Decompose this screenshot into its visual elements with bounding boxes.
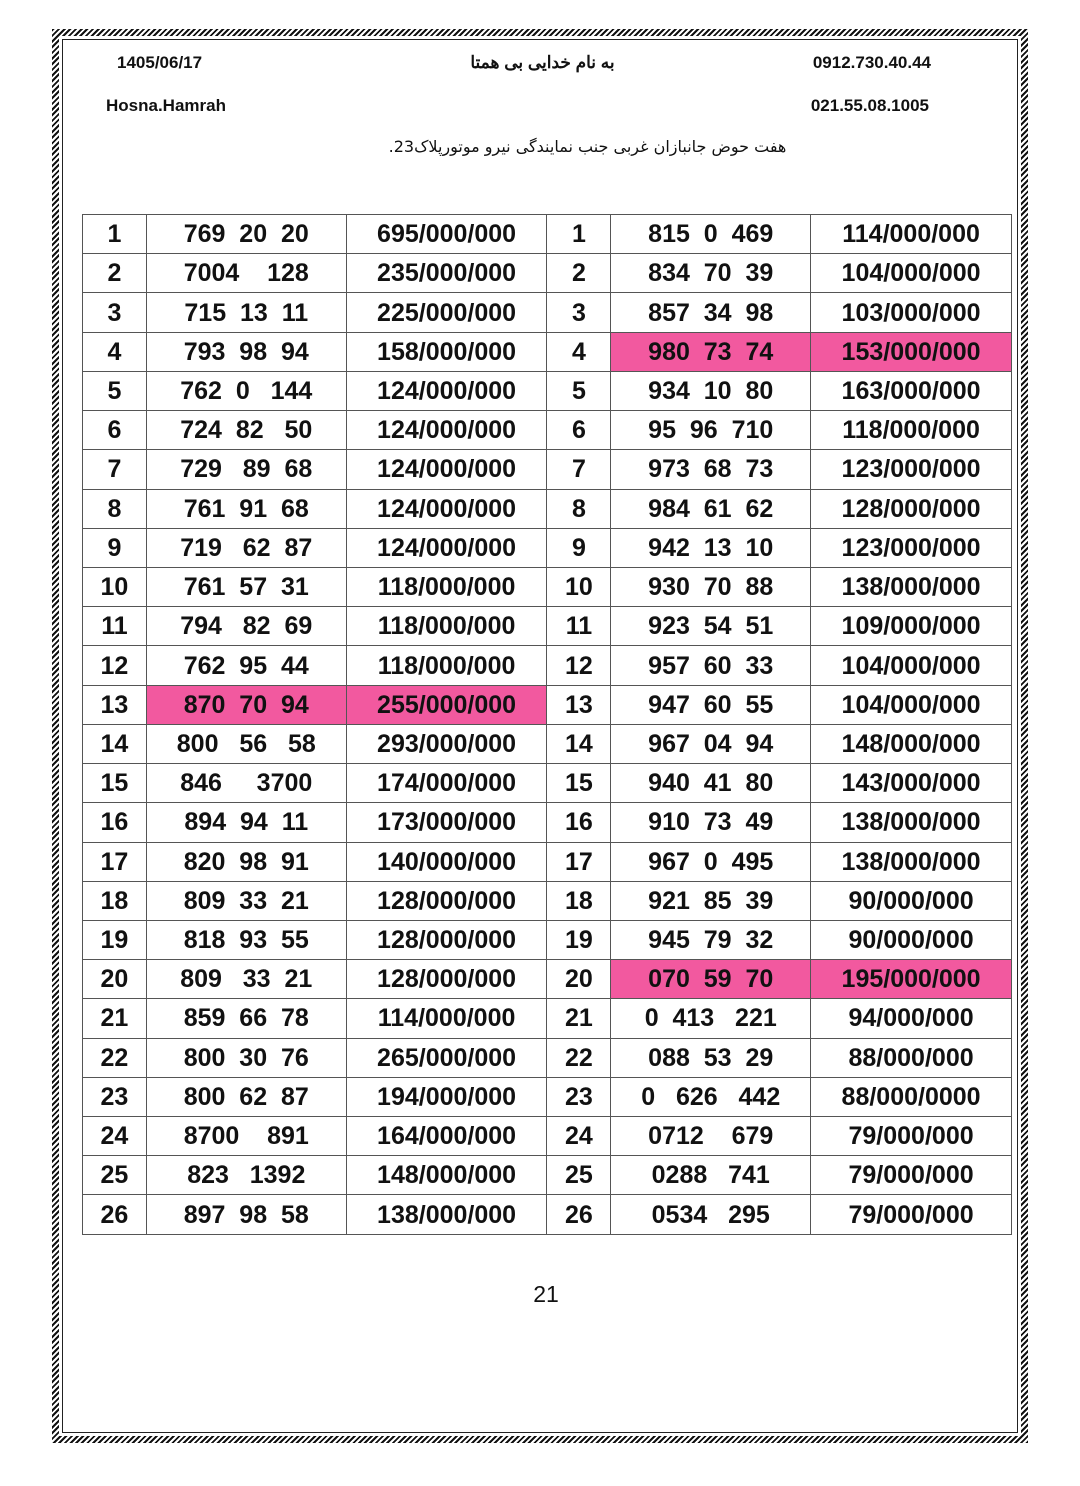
row-index-left: 25 — [83, 1156, 147, 1195]
table-row — [83, 1117, 1012, 1156]
price-left: 235/000/000 — [346, 254, 547, 293]
header-landline-phone: 021.55.08.1005 — [810, 96, 929, 115]
plate-number-left: 729 89 68 — [146, 450, 346, 489]
price-right: 195/000/000 — [811, 960, 1012, 999]
table-row — [83, 1038, 1012, 1077]
row-index-left: 6 — [83, 411, 147, 450]
row-index-right: 20 — [547, 960, 611, 999]
table-row — [83, 1156, 1012, 1195]
price-right: 79/000/000 — [811, 1117, 1012, 1156]
price-left: 225/000/000 — [346, 293, 547, 332]
row-index-right: 2 — [547, 254, 611, 293]
plate-number-right: 957 60 33 — [611, 646, 811, 685]
plate-number-left: 800 62 87 — [146, 1077, 346, 1116]
header-address: هفت حوض جانبازان غربی جنب نمایندگی نیرو موتورپلاک23. — [388, 137, 787, 156]
price-left: 124/000/000 — [346, 450, 547, 489]
price-left: 118/000/000 — [346, 567, 547, 606]
plate-number-right: 910 73 49 — [611, 803, 811, 842]
price-left: 124/000/000 — [346, 371, 547, 410]
price-left: 140/000/000 — [346, 842, 547, 881]
table-row — [83, 411, 1012, 450]
price-right: 94/000/000 — [811, 999, 1012, 1038]
row-index-left: 22 — [83, 1038, 147, 1077]
plate-number-left: 809 33 21 — [146, 881, 346, 920]
price-right: 104/000/000 — [811, 254, 1012, 293]
table-row — [83, 764, 1012, 803]
plate-number-left: 800 56 58 — [146, 724, 346, 763]
row-index-right: 9 — [547, 528, 611, 567]
row-index-right: 4 — [547, 332, 611, 371]
price-right: 138/000/000 — [811, 842, 1012, 881]
plate-number-left: 859 66 78 — [146, 999, 346, 1038]
row-index-left: 26 — [83, 1195, 147, 1234]
plate-number-left: 818 93 55 — [146, 920, 346, 959]
header-date: 1405/06/17 — [117, 53, 203, 72]
row-index-left: 11 — [83, 607, 147, 646]
row-index-left: 5 — [83, 371, 147, 410]
row-index-left: 8 — [83, 489, 147, 528]
plate-number-left: 724 82 50 — [146, 411, 346, 450]
row-index-left: 7 — [83, 450, 147, 489]
price-right: 90/000/000 — [811, 920, 1012, 959]
plate-number-right: 0 626 442 — [611, 1077, 811, 1116]
price-left: 118/000/000 — [346, 646, 547, 685]
row-index-left: 17 — [83, 842, 147, 881]
plate-number-left: 762 95 44 — [146, 646, 346, 685]
price-left: 128/000/000 — [346, 920, 547, 959]
table-row — [83, 724, 1012, 763]
row-index-right: 12 — [547, 646, 611, 685]
row-index-left: 4 — [83, 332, 147, 371]
plate-number-right: 980 73 74 — [611, 332, 811, 371]
plate-number-left: 769 20 20 — [146, 215, 346, 254]
table-row — [83, 803, 1012, 842]
plate-number-right: 940 41 80 — [611, 764, 811, 803]
row-index-right: 25 — [547, 1156, 611, 1195]
row-index-left: 21 — [83, 999, 147, 1038]
plate-number-left: 794 82 69 — [146, 607, 346, 646]
table-row — [83, 528, 1012, 567]
row-index-left: 15 — [83, 764, 147, 803]
row-index-right: 21 — [547, 999, 611, 1038]
plate-number-right: 984 61 62 — [611, 489, 811, 528]
price-left: 118/000/000 — [346, 607, 547, 646]
row-index-right: 1 — [547, 215, 611, 254]
row-index-left: 16 — [83, 803, 147, 842]
price-left: 255/000/000 — [346, 685, 547, 724]
plate-number-right: 834 70 39 — [611, 254, 811, 293]
plate-number-left: 761 57 31 — [146, 567, 346, 606]
plate-number-left: 715 13 11 — [146, 293, 346, 332]
header-agent-name: Hosna.Hamrah — [106, 96, 226, 115]
price-left: 148/000/000 — [346, 1156, 547, 1195]
table-row — [83, 567, 1012, 606]
plates-price-table — [82, 214, 1012, 1235]
table-row — [83, 1077, 1012, 1116]
plate-number-left: 800 30 76 — [146, 1038, 346, 1077]
plate-number-left: 870 70 94 — [146, 685, 346, 724]
price-right: 88/000/0000 — [811, 1077, 1012, 1116]
table-row — [83, 293, 1012, 332]
plate-number-right: 934 10 80 — [611, 371, 811, 410]
price-left: 695/000/000 — [346, 215, 547, 254]
table-row — [83, 960, 1012, 999]
row-index-left: 24 — [83, 1117, 147, 1156]
row-index-right: 17 — [547, 842, 611, 881]
plate-number-right: 95 96 710 — [611, 411, 811, 450]
table-row — [83, 371, 1012, 410]
plate-number-right: 930 70 88 — [611, 567, 811, 606]
table-row — [83, 920, 1012, 959]
row-index-right: 7 — [547, 450, 611, 489]
plate-number-right: 070 59 70 — [611, 960, 811, 999]
plate-number-right: 923 54 51 — [611, 607, 811, 646]
table-row — [83, 646, 1012, 685]
price-right: 143/000/000 — [811, 764, 1012, 803]
plate-number-right: 942 13 10 — [611, 528, 811, 567]
table-row — [83, 842, 1012, 881]
row-index-left: 1 — [83, 215, 147, 254]
price-left: 164/000/000 — [346, 1117, 547, 1156]
plate-number-right: 0 413 221 — [611, 999, 811, 1038]
row-index-right: 26 — [547, 1195, 611, 1234]
price-right: 88/000/000 — [811, 1038, 1012, 1077]
price-left: 128/000/000 — [346, 881, 547, 920]
header-mobile-phone: 0912.730.40.44 — [812, 53, 931, 72]
plate-number-right: 857 34 98 — [611, 293, 811, 332]
table-row — [83, 215, 1012, 254]
plate-number-left: 7004 128 — [146, 254, 346, 293]
price-right: 103/000/000 — [811, 293, 1012, 332]
price-right: 104/000/000 — [811, 685, 1012, 724]
row-index-left: 9 — [83, 528, 147, 567]
table-row — [83, 489, 1012, 528]
row-index-right: 19 — [547, 920, 611, 959]
row-index-left: 20 — [83, 960, 147, 999]
table-row — [83, 450, 1012, 489]
price-left: 114/000/000 — [346, 999, 547, 1038]
row-index-right: 13 — [547, 685, 611, 724]
price-right: 114/000/000 — [811, 215, 1012, 254]
plate-number-left: 761 91 68 — [146, 489, 346, 528]
row-index-left: 13 — [83, 685, 147, 724]
plate-number-right: 921 85 39 — [611, 881, 811, 920]
plate-number-left: 793 98 94 — [146, 332, 346, 371]
plate-number-left: 894 94 11 — [146, 803, 346, 842]
plate-number-left: 820 98 91 — [146, 842, 346, 881]
price-left: 158/000/000 — [346, 332, 547, 371]
row-index-right: 5 — [547, 371, 611, 410]
plate-number-right: 967 0 495 — [611, 842, 811, 881]
table-row — [83, 881, 1012, 920]
price-left: 124/000/000 — [346, 528, 547, 567]
row-index-left: 23 — [83, 1077, 147, 1116]
price-right: 163/000/000 — [811, 371, 1012, 410]
price-left: 138/000/000 — [346, 1195, 547, 1234]
plate-number-left: 897 98 58 — [146, 1195, 346, 1234]
plate-number-left: 719 62 87 — [146, 528, 346, 567]
row-index-right: 14 — [547, 724, 611, 763]
plate-number-left: 823 1392 — [146, 1156, 346, 1195]
row-index-right: 15 — [547, 764, 611, 803]
page-number: 21 — [533, 1281, 559, 1307]
price-left: 173/000/000 — [346, 803, 547, 842]
row-index-left: 2 — [83, 254, 147, 293]
price-right: 118/000/000 — [811, 411, 1012, 450]
row-index-right: 24 — [547, 1117, 611, 1156]
price-right: 79/000/000 — [811, 1195, 1012, 1234]
price-left: 194/000/000 — [346, 1077, 547, 1116]
price-right: 138/000/000 — [811, 803, 1012, 842]
price-left: 174/000/000 — [346, 764, 547, 803]
row-index-left: 12 — [83, 646, 147, 685]
plate-number-left: 8700 891 — [146, 1117, 346, 1156]
table-row — [83, 685, 1012, 724]
price-left: 124/000/000 — [346, 489, 547, 528]
plate-number-right: 088 53 29 — [611, 1038, 811, 1077]
price-right: 138/000/000 — [811, 567, 1012, 606]
price-right: 90/000/000 — [811, 881, 1012, 920]
row-index-right: 22 — [547, 1038, 611, 1077]
row-index-left: 14 — [83, 724, 147, 763]
price-right: 109/000/000 — [811, 607, 1012, 646]
price-right: 128/000/000 — [811, 489, 1012, 528]
row-index-right: 8 — [547, 489, 611, 528]
plate-number-left: 762 0 144 — [146, 371, 346, 410]
plate-number-right: 0288 741 — [611, 1156, 811, 1195]
price-left: 128/000/000 — [346, 960, 547, 999]
row-index-right: 3 — [547, 293, 611, 332]
row-index-right: 23 — [547, 1077, 611, 1116]
price-right: 123/000/000 — [811, 528, 1012, 567]
row-index-right: 6 — [547, 411, 611, 450]
row-index-right: 10 — [547, 567, 611, 606]
header-bismillah: به نام خدایی بی همتا — [470, 53, 615, 72]
row-index-right: 18 — [547, 881, 611, 920]
price-right: 148/000/000 — [811, 724, 1012, 763]
row-index-left: 19 — [83, 920, 147, 959]
price-left: 124/000/000 — [346, 411, 547, 450]
plate-number-right: 815 0 469 — [611, 215, 811, 254]
table-row — [83, 1195, 1012, 1234]
row-index-right: 11 — [547, 607, 611, 646]
table-row — [83, 254, 1012, 293]
row-index-left: 10 — [83, 567, 147, 606]
price-right: 123/000/000 — [811, 450, 1012, 489]
price-left: 293/000/000 — [346, 724, 547, 763]
plate-number-right: 947 60 55 — [611, 685, 811, 724]
plate-number-right: 945 79 32 — [611, 920, 811, 959]
table-row — [83, 607, 1012, 646]
plate-number-right: 973 68 73 — [611, 450, 811, 489]
table-row — [83, 999, 1012, 1038]
plate-number-right: 0712 679 — [611, 1117, 811, 1156]
price-left: 265/000/000 — [346, 1038, 547, 1077]
price-right: 153/000/000 — [811, 332, 1012, 371]
plate-number-left: 846 3700 — [146, 764, 346, 803]
plates-table-body — [83, 215, 1012, 1235]
plate-number-right: 0534 295 — [611, 1195, 811, 1234]
row-index-left: 3 — [83, 293, 147, 332]
plate-number-right: 967 04 94 — [611, 724, 811, 763]
row-index-right: 16 — [547, 803, 611, 842]
price-right: 79/000/000 — [811, 1156, 1012, 1195]
price-right: 104/000/000 — [811, 646, 1012, 685]
table-row — [83, 332, 1012, 371]
plate-number-left: 809 33 21 — [146, 960, 346, 999]
row-index-left: 18 — [83, 881, 147, 920]
